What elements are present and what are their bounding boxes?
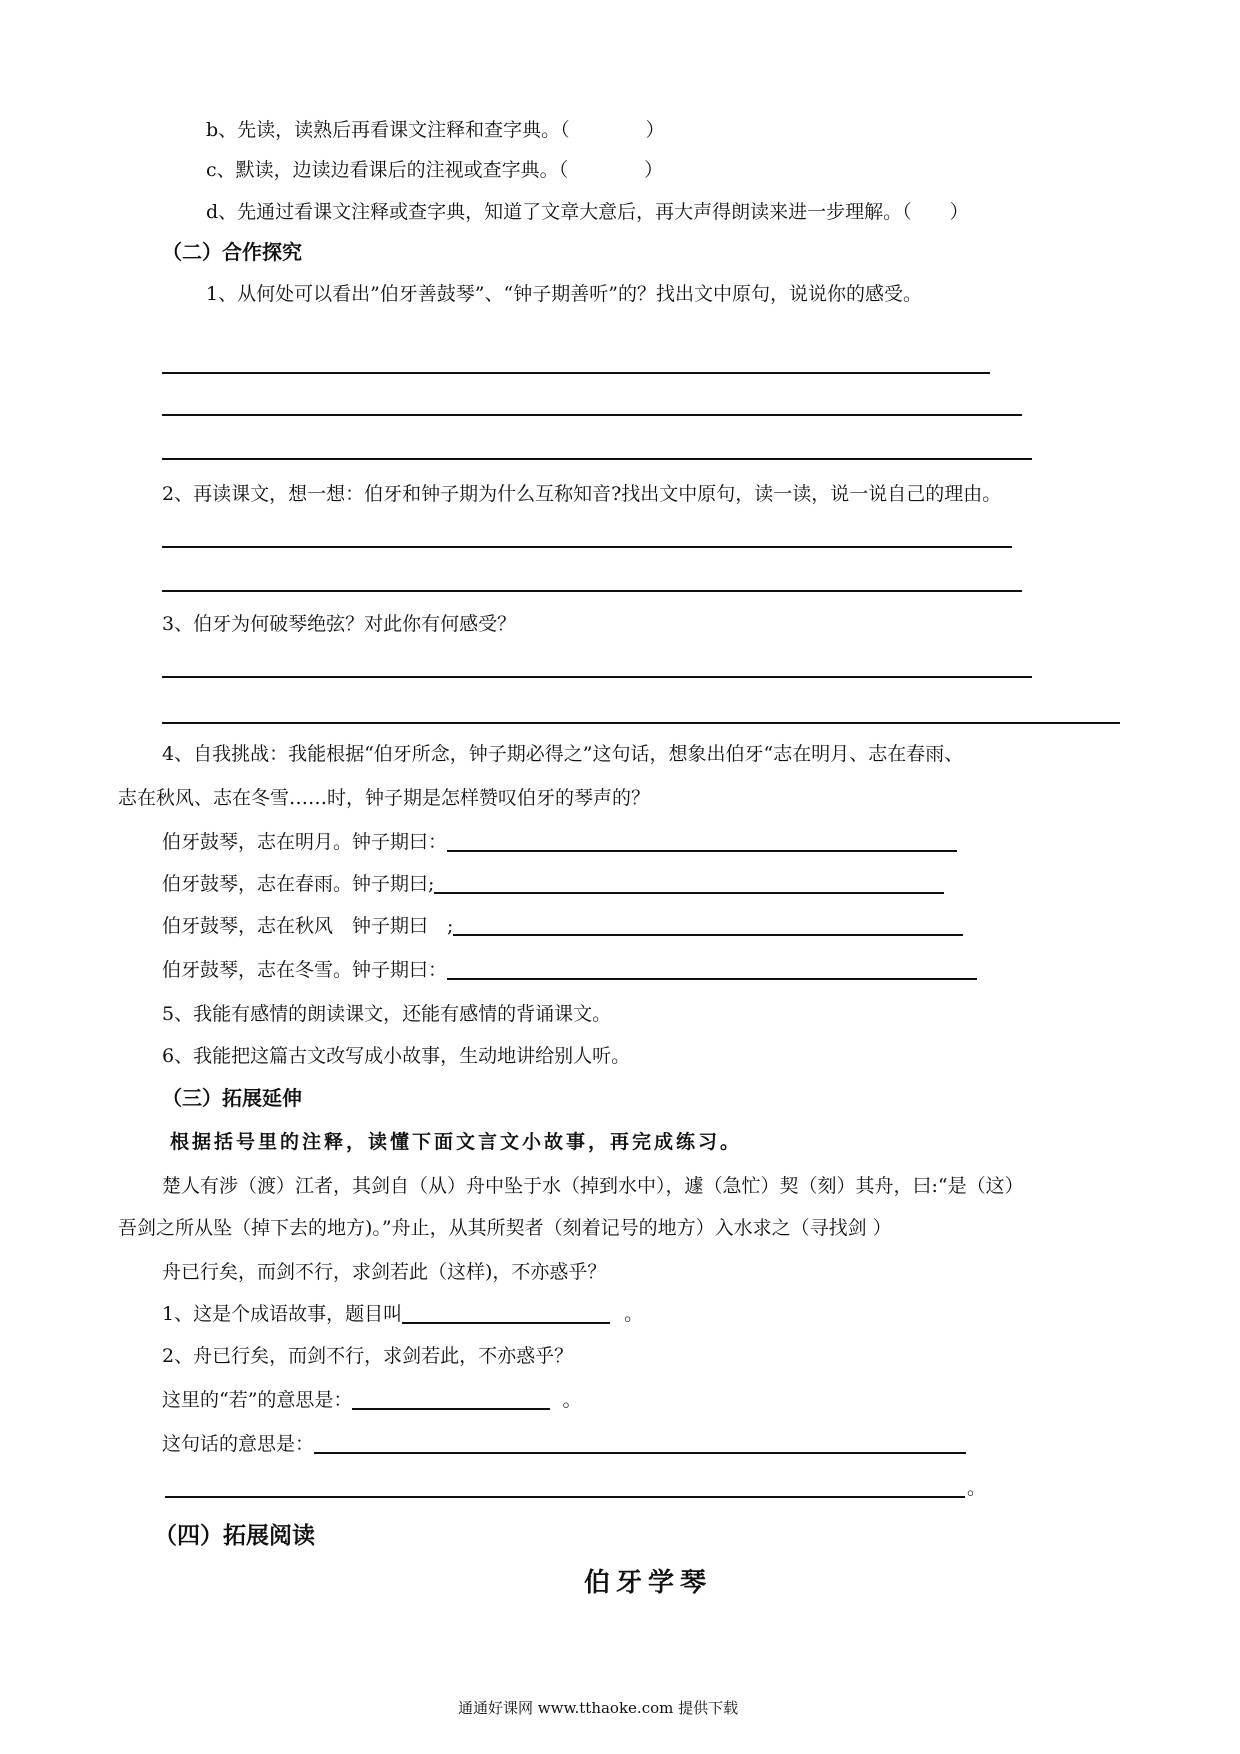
footer-credit: 通通好课网 www.tthaoke.com 提供下载 <box>458 1699 739 1717</box>
answer-line <box>162 590 1022 592</box>
question-1: 1、从何处可以看出”伯牙善鼓琴”、“钟子期善听”的？找出文中原句，说说你的感受。 <box>206 283 922 305</box>
item-5: 5、我能有感情的朗读课文，还能有感情的背诵课文。 <box>162 1003 612 1025</box>
exercise-2-meaning-continued: 。 <box>165 1474 986 1502</box>
story-line-1: 楚人有涉（渡）江者，其剑自（从）舟中坠于水（掉到水中），遽（急忙）契（刻）其舟，曰:“是（这） <box>162 1175 1024 1197</box>
passage-title: 伯牙学琴 <box>584 1568 713 1598</box>
answer-line <box>162 676 1032 678</box>
answer-line <box>162 722 1120 724</box>
fill-blank-winter-snow: 伯牙鼓琴，志在冬雪。钟子期曰： <box>162 956 977 984</box>
question-4-continued: 志在秋风、志在冬雪……时，钟子期是怎样赞叹伯牙的琴声的？ <box>118 787 651 809</box>
answer-line <box>162 372 990 374</box>
question-3: 3、伯牙为何破琴绝弦？对此你有何感受？ <box>162 613 517 635</box>
story-line-2: 吾剑之所从坠（掉下去的地方)。”舟止，从其所契者（刻着记号的地方）入水求之（寻找剑 ） <box>118 1217 892 1239</box>
fill-blank-moon: 伯牙鼓琴，志在明月。钟子期曰： <box>162 828 957 856</box>
fill-blank-spring-rain: 伯牙鼓琴，志在春雨。钟子期曰; <box>162 870 944 898</box>
blank-line <box>314 1430 966 1454</box>
exercise-2-meaning: 这句话的意思是： <box>162 1430 966 1458</box>
blank-line <box>434 870 944 894</box>
answer-line <box>162 414 1022 416</box>
option-d: d、先通过看课文注释或查字典，知道了文章大意后，再大声得朗读来进一步理解。（ ） <box>206 201 969 223</box>
blank-line <box>165 1474 965 1498</box>
question-4: 4、自我挑战：我能根据“伯牙所念，钟子期必得之”这句话，想象出伯牙“志在明月、志在春雨、 <box>162 743 964 765</box>
section-heading-cooperative: （二）合作探究 <box>162 240 302 264</box>
item-6: 6、我能把这篇古文改写成小故事，生动地讲给别人听。 <box>162 1045 631 1067</box>
exercise-2: 2、舟已行矣，而剑不行，求剑若此，不亦惑乎？ <box>162 1345 574 1367</box>
exercise-1: 1、这是个成语故事，题目叫 。 <box>162 1300 643 1328</box>
answer-line <box>162 458 1032 460</box>
question-2: 2、再读课文，想一想：伯牙和钟子期为什么互称知音?找出文中原句，读一读，说一说自己的理由。 <box>162 483 1002 505</box>
fill-blank-autumn-wind: 伯牙鼓琴，志在秋风 钟子期曰 ; <box>162 912 963 940</box>
blank-line <box>447 828 957 852</box>
section-heading-reading: （四）拓展阅读 <box>154 1523 315 1549</box>
option-b: b、先读，读熟后再看课文注释和查字典。（ ） <box>206 119 665 141</box>
blank-line <box>352 1386 550 1410</box>
answer-line <box>162 546 1012 548</box>
story-line-3: 舟已行矣，而剑不行，求剑若此（这样)，不亦惑乎？ <box>162 1261 607 1283</box>
section-heading-extension: （三）拓展延伸 <box>162 1086 302 1110</box>
option-c: c、默读，边读边看课后的注视或查字典。（ ） <box>206 159 664 181</box>
blank-line <box>453 912 963 936</box>
blank-line <box>447 956 977 980</box>
exercise-2-ruo: 这里的“若”的意思是： 。 <box>162 1386 581 1414</box>
instruction: 根据括号里的注释，读懂下面文言文小故事，再完成练习。 <box>170 1131 743 1153</box>
blank-line <box>402 1300 610 1324</box>
